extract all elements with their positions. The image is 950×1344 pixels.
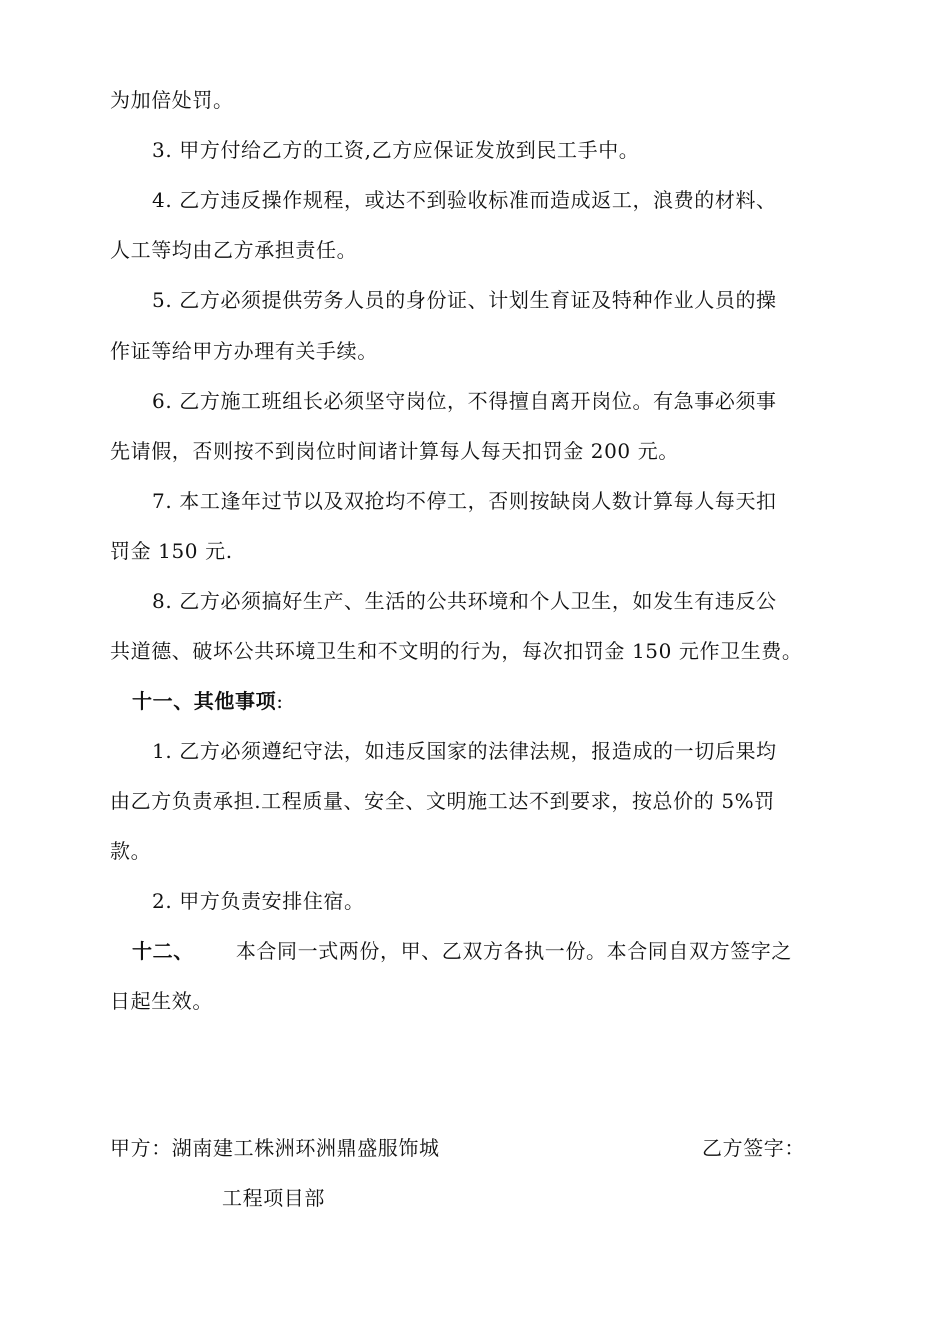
section-11-item-1-line-1: 1. 乙方必须遵纪守法，如违反国家的法律法规，报造成的一切后果均 <box>152 739 777 763</box>
clause-4-line-2: 人工等均由乙方承担责任。 <box>110 238 358 262</box>
clause-8-line-2: 共道德、破坏公共环境卫生和不文明的行为，每次扣罚金 150 元作卫生费。 <box>110 639 803 663</box>
clause-5-line-1: 5. 乙方必须提供劳务人员的身份证、计划生育证及特种作业人员的操 <box>152 288 777 312</box>
section-11-item-2: 2. 甲方负责安排住宿。 <box>152 889 365 913</box>
clause-8-line-1: 8. 乙方必须搞好生产、生活的公共环境和个人卫生，如发生有违反公 <box>152 589 777 613</box>
section-11-item-1-line-2: 由乙方负责承担.工程质量、安全、文明施工达不到要求，按总价的 5%罚 <box>110 789 775 813</box>
section-12-text-line-1: 本合同一式两份，甲、乙双方各执一份。本合同自双方签字之 <box>235 939 793 963</box>
section-11-heading-text: 十一、其他事项 <box>132 689 277 713</box>
party-a-signature: 甲方：湖南建工株洲环洲鼎盛服饰城 <box>110 1136 440 1160</box>
clause-4-line-1: 4. 乙方违反操作规程，或达不到验收标准而造成返工，浪费的材料、 <box>152 188 777 212</box>
party-b-signature: 乙方签字： <box>702 1136 805 1160</box>
section-11-item-1-line-3: 款。 <box>110 839 152 863</box>
section-12-line-1 <box>132 938 792 964</box>
section-12-heading: 十二、 <box>132 939 194 963</box>
clause-6-line-1: 6. 乙方施工班组长必须坚守岗位，不得擅自离开岗位。有急事必须事 <box>152 389 777 413</box>
section-11-heading-colon: : <box>276 689 284 713</box>
clause-3: 3. 甲方付给乙方的工资,乙方应保证发放到民工手中。 <box>152 138 640 162</box>
party-a-department: 工程项目部 <box>222 1186 325 1210</box>
clause-5-line-2: 作证等给甲方办理有关手续。 <box>110 339 378 363</box>
section-12-line-2: 日起生效。 <box>110 989 213 1013</box>
paragraph-continuation: 为加倍处罚。 <box>110 88 234 112</box>
section-11-heading <box>132 688 284 714</box>
clause-7-line-2: 罚金 150 元. <box>110 539 233 563</box>
clause-7-line-1: 7. 本工逢年过节以及双抢均不停工，否则按缺岗人数计算每人每天扣 <box>152 489 777 513</box>
clause-6-line-2: 先请假，否则按不到岗位时间诸计算每人每天扣罚金 200 元。 <box>110 439 679 463</box>
